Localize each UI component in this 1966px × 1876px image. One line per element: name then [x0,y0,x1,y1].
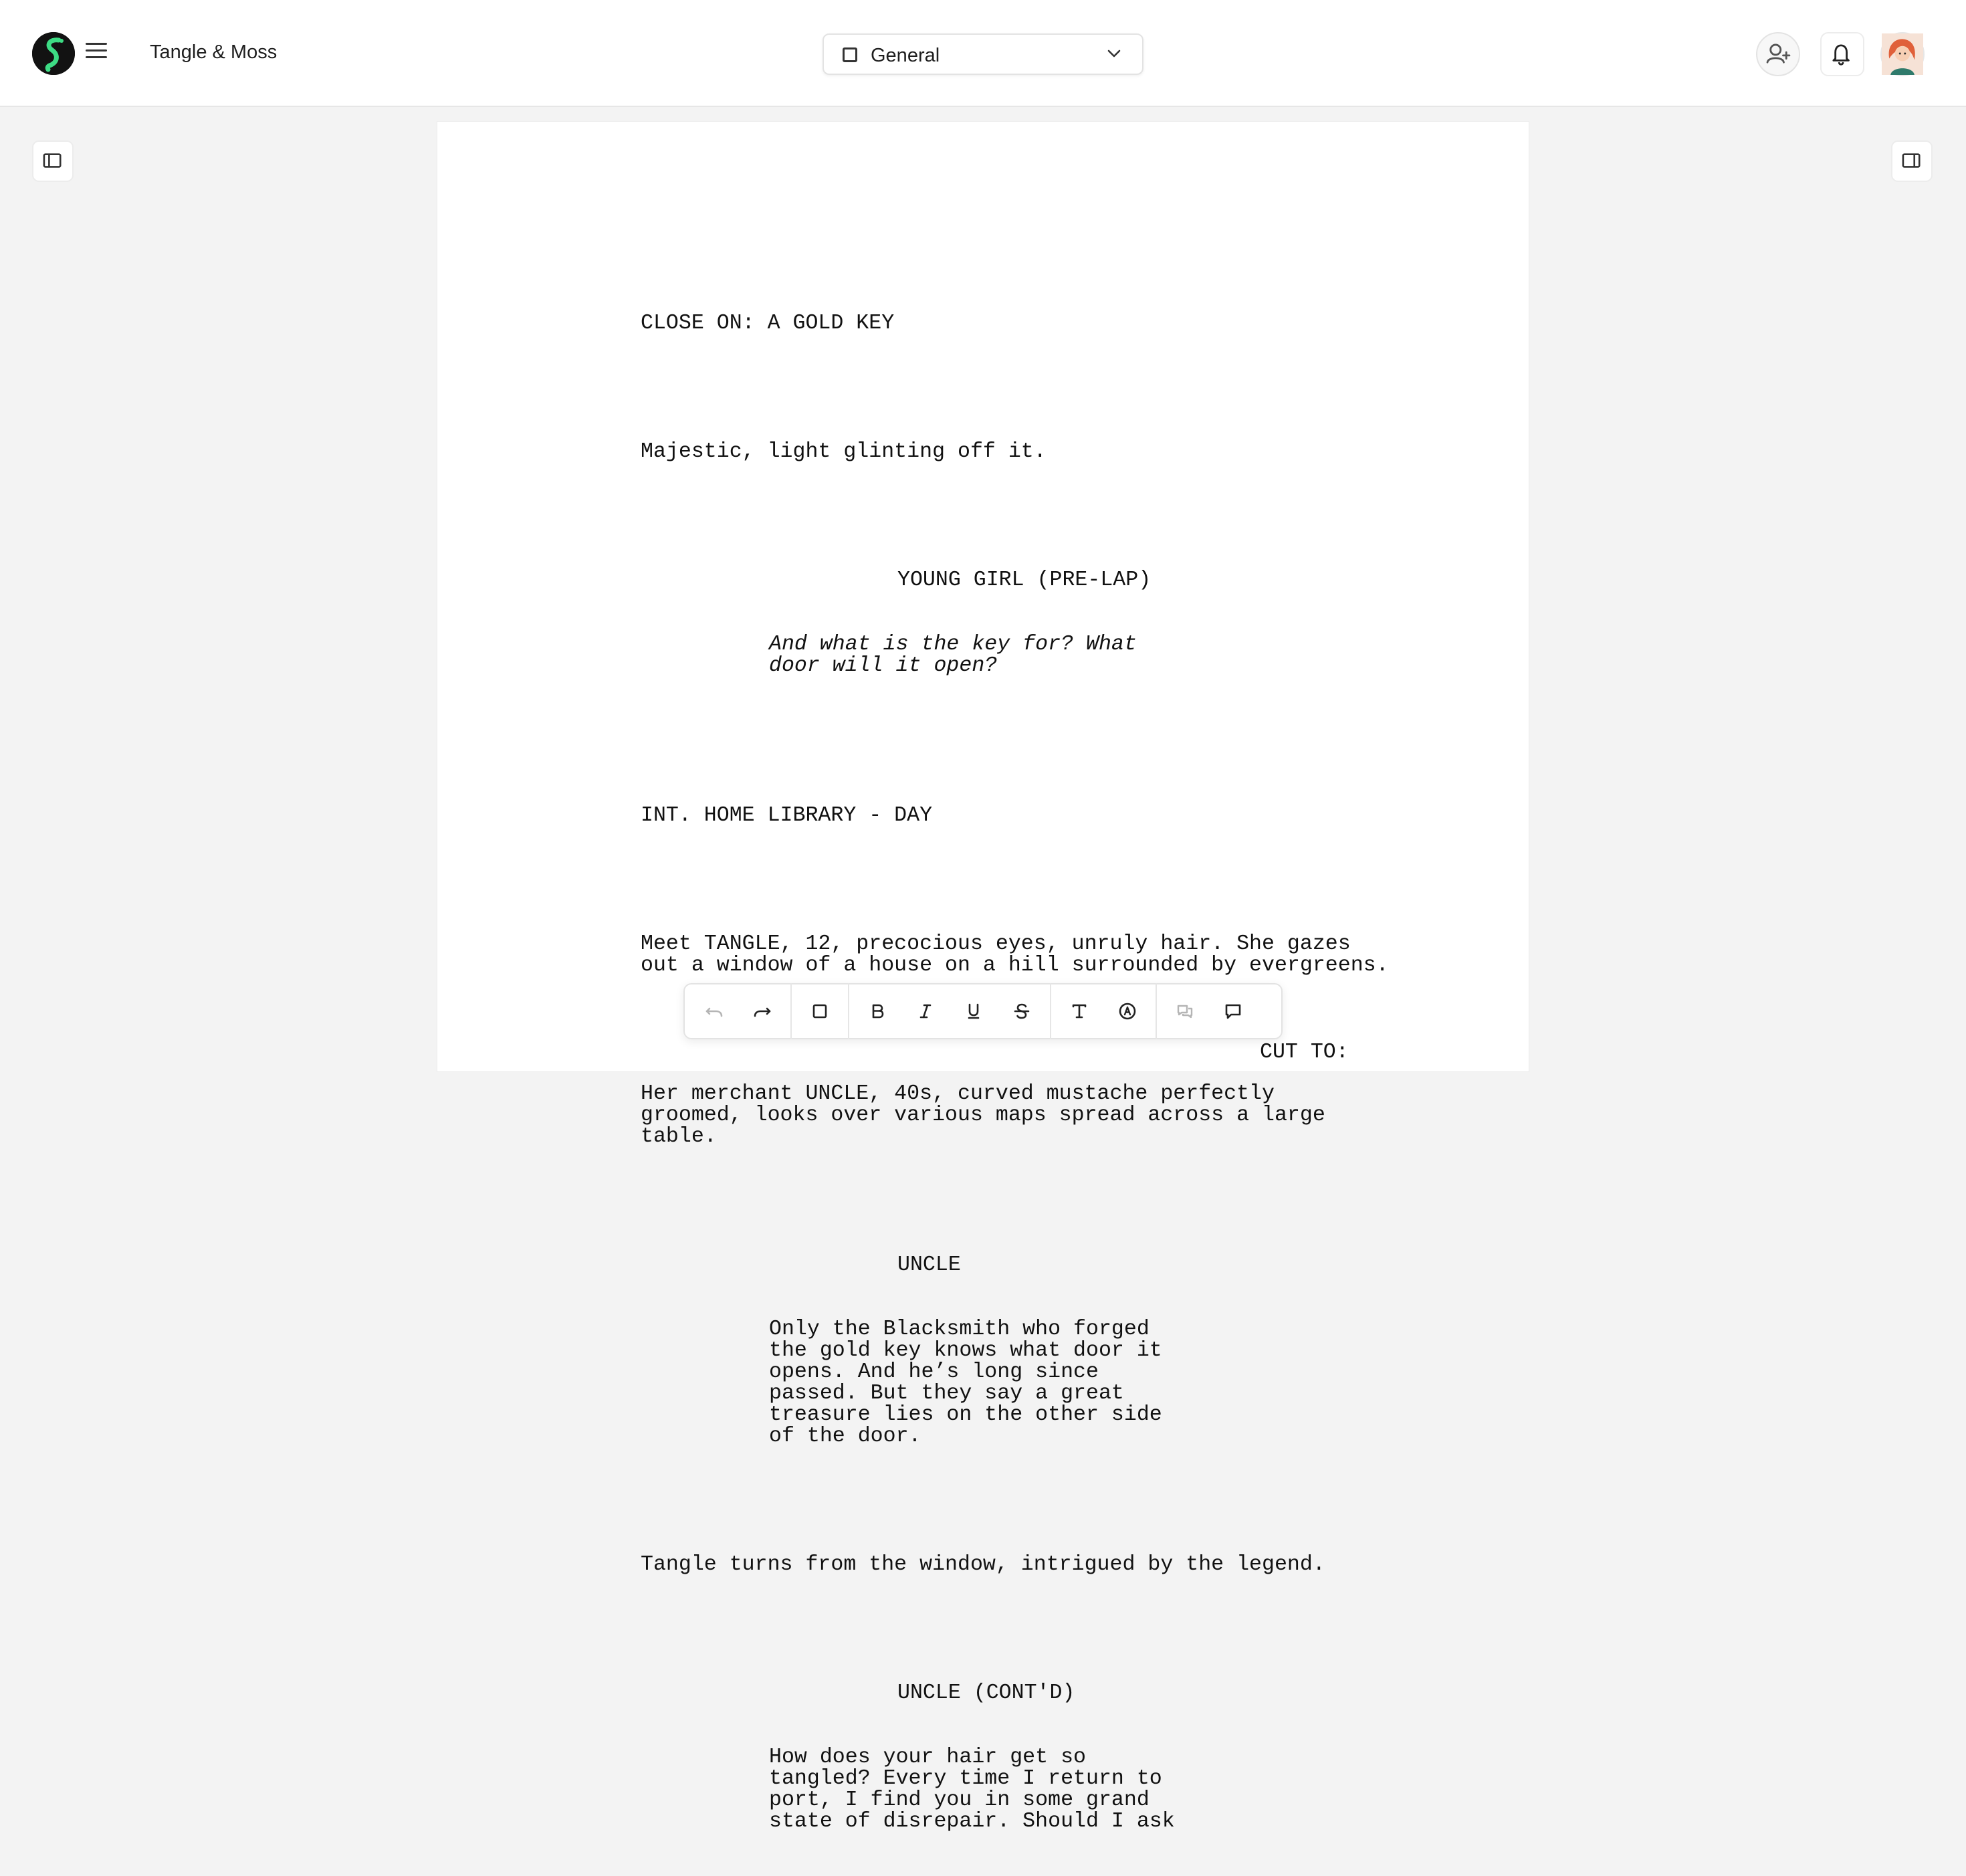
comments-icon [1174,1000,1196,1023]
transition: CUT TO: [1260,1041,1349,1064]
channel-select[interactable] [823,33,1143,75]
bold-icon [866,1000,889,1023]
channel-label: General [871,45,940,66]
logo-icon[interactable] [32,32,75,75]
character-name: UNCLE (CONT'D) [897,1681,1075,1705]
dialogue: And what is the key for? What door will it open? [769,633,1137,678]
mention-button[interactable] [1103,987,1152,1035]
italic-icon [914,1000,937,1023]
action-line: Majestic, light glinting off it. [641,440,1047,463]
undo-button[interactable] [690,987,738,1035]
dialogue: Only the Blacksmith who forged the gold key knows what door it opens. And he’s long since passed. But they say a great treasure lies on the other side of the door. [769,1318,1162,1448]
bell-icon [1822,33,1863,75]
text-style-button[interactable] [1055,987,1103,1035]
add-comment-icon [1222,1000,1244,1023]
menu-icon[interactable] [86,43,107,64]
redo-button[interactable] [738,987,786,1035]
channel-square-icon [843,47,857,62]
italic-button[interactable] [901,987,950,1035]
top-bar [0,0,1966,107]
strikethrough-icon [1010,1000,1033,1023]
action-line: Tangle turns from the window, intrigued by the legend. [641,1553,1325,1576]
scene-heading: INT. HOME LIBRARY - DAY [641,804,933,827]
element-type-icon [808,1000,831,1023]
redo-icon [751,1000,774,1023]
add-user-button[interactable] [1756,32,1800,76]
comments-button[interactable] [1161,987,1209,1035]
notifications-button[interactable] [1820,32,1864,76]
character-name: YOUNG GIRL (PRE-LAP) [897,568,1152,592]
app-title: Tangle & Moss [150,41,278,63]
element-type-button[interactable] [796,987,844,1035]
underline-icon [962,1000,985,1023]
formatting-toolbar [683,983,1283,1039]
toggle-left-sidebar-button[interactable] [32,140,74,182]
strikethrough-button[interactable] [998,987,1046,1035]
text-style-icon [1068,1000,1091,1023]
chevron-down-icon [1105,44,1123,63]
action-line: Her merchant UNCLE, 40s, curved mustache perfectly groomed, looks over various maps spread across a large table. [641,1082,1325,1148]
dialogue: How does your hair get so tangled? Every time I return to port, I find you in some grand state of disrepair. Should I ask [769,1746,1175,1833]
toggle-right-sidebar-button[interactable] [1891,140,1933,182]
add-user-icon [1757,33,1799,75]
mention-icon [1116,1000,1139,1023]
script-page[interactable] [437,122,1529,1833]
undo-icon [703,1000,726,1023]
sidebar-left-icon [33,142,72,181]
action-line: CLOSE ON: A GOLD KEY [641,312,895,335]
screenplay-text[interactable] [641,270,1389,1875]
action-line: Meet TANGLE, 12, precocious eyes, unruly hair. She gazes out a window of a house on a hill surrounded by evergreens. [641,932,1389,977]
avatar[interactable] [1880,32,1925,76]
character-name: UNCLE [897,1253,961,1277]
bold-button[interactable] [853,987,901,1035]
underline-button[interactable] [950,987,998,1035]
add-comment-button[interactable] [1209,987,1257,1035]
sidebar-right-icon [1892,142,1931,181]
